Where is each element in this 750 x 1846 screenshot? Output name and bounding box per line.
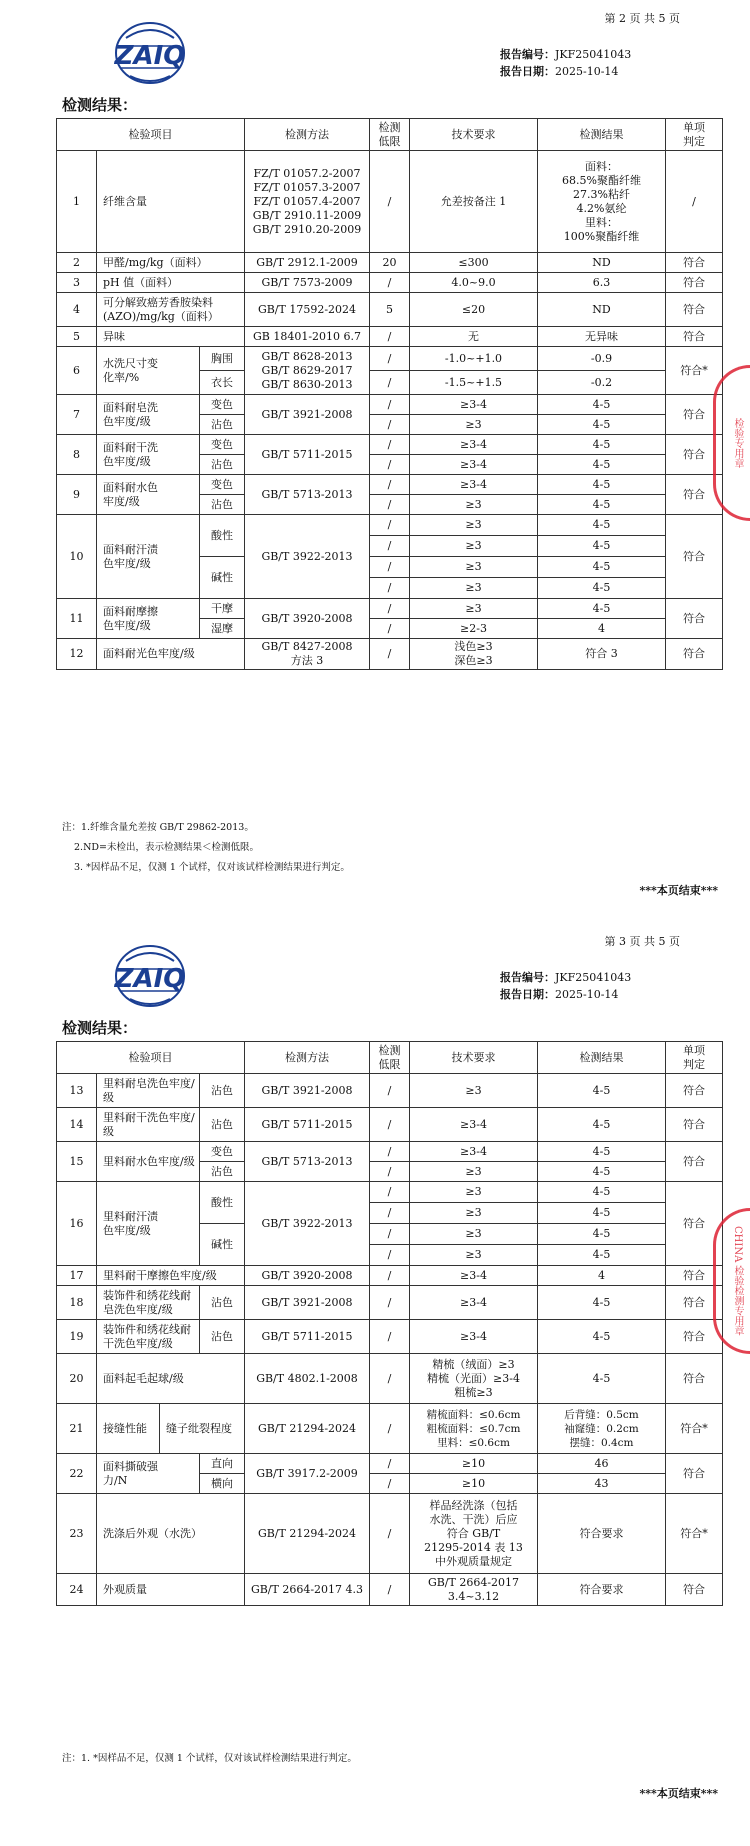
header-limit: 检测 低限 bbox=[370, 1042, 410, 1074]
row-number: 12 bbox=[57, 639, 97, 670]
section-title: 检测结果： bbox=[62, 1019, 138, 1037]
row-limit: / bbox=[370, 1142, 410, 1162]
row-method: GB/T 3921-2008 bbox=[245, 1074, 370, 1108]
report-no: JKF25041043 bbox=[555, 48, 632, 61]
row-limit: / bbox=[370, 1224, 410, 1245]
row-number: 19 bbox=[57, 1320, 97, 1354]
row-result: 4-5 bbox=[538, 515, 666, 536]
header-method: 检测方法 bbox=[245, 1042, 370, 1074]
row-number: 3 bbox=[57, 273, 97, 293]
row-number: 10 bbox=[57, 515, 97, 599]
row-number: 9 bbox=[57, 475, 97, 515]
row-result: 6.3 bbox=[538, 273, 666, 293]
row-number: 16 bbox=[57, 1182, 97, 1266]
header-requirement: 技术要求 bbox=[410, 119, 538, 151]
table-row bbox=[57, 253, 723, 273]
row-subitem: 沾色 bbox=[200, 455, 245, 475]
row-requirement: ≥3-4 bbox=[410, 395, 538, 415]
row-method: GB/T 3921-2008 bbox=[245, 395, 370, 435]
row-result: 43 bbox=[538, 1474, 666, 1494]
row-limit: / bbox=[370, 273, 410, 293]
row-item: 水洗尺寸变 化率/% bbox=[97, 347, 200, 395]
note-line: 注：1. *因样品不足，仅测 1 个试样，仅对该试样检测结果进行判定。 bbox=[62, 1753, 357, 1764]
row-number: 4 bbox=[57, 293, 97, 327]
row-verdict: 符合* bbox=[666, 1404, 723, 1454]
row-number: 1 bbox=[57, 151, 97, 253]
row-verdict: / bbox=[666, 151, 723, 253]
row-verdict: 符合 bbox=[666, 253, 723, 273]
row-verdict: 符合 bbox=[666, 435, 723, 475]
row-verdict: 符合 bbox=[666, 639, 723, 670]
row-verdict: 符合 bbox=[666, 1574, 723, 1606]
row-method: GB/T 5713-2013 bbox=[245, 1142, 370, 1182]
header-verdict: 单项 判定 bbox=[666, 119, 723, 151]
table-header-row bbox=[57, 119, 723, 151]
row-requirement: ≥3 bbox=[410, 1182, 538, 1203]
row-result: 4-5 bbox=[538, 1286, 666, 1320]
results-table bbox=[56, 1041, 723, 1606]
notes bbox=[62, 1749, 357, 1769]
row-limit: 5 bbox=[370, 293, 410, 327]
row-result: 4 bbox=[538, 1266, 666, 1286]
row-limit: / bbox=[370, 455, 410, 475]
row-number: 15 bbox=[57, 1142, 97, 1182]
row-verdict: 符合* bbox=[666, 347, 723, 395]
row-limit: / bbox=[370, 1266, 410, 1286]
table-row bbox=[57, 1074, 723, 1108]
report-date-label: 报告日期： bbox=[500, 988, 555, 1001]
row-limit: / bbox=[370, 578, 410, 599]
row-subitem: 衣长 bbox=[200, 371, 245, 395]
row-limit: 20 bbox=[370, 253, 410, 273]
row-limit: / bbox=[370, 619, 410, 639]
row-limit: / bbox=[370, 1245, 410, 1266]
row-limit: / bbox=[370, 347, 410, 371]
row-requirement: ≥3 bbox=[410, 599, 538, 619]
row-limit: / bbox=[370, 1404, 410, 1454]
table-row bbox=[57, 1142, 723, 1162]
row-limit: / bbox=[370, 515, 410, 536]
logo-text: ZAIQ bbox=[114, 964, 186, 994]
row-requirement: 无 bbox=[410, 327, 538, 347]
row-requirement: ≤300 bbox=[410, 253, 538, 273]
table-row bbox=[57, 1320, 723, 1354]
row-subgroup: 酸性 bbox=[200, 515, 245, 557]
row-result: 4-5 bbox=[538, 1224, 666, 1245]
row-requirement: ≥3-4 bbox=[410, 455, 538, 475]
row-requirement: ≥3 bbox=[410, 557, 538, 578]
row-method: GB/T 8427-2008 方法 3 bbox=[245, 639, 370, 670]
row-item: 装饰件和绣花线耐 皂洗色牢度/级 bbox=[97, 1286, 200, 1320]
page-number: 第 2 页 共 5 页 bbox=[604, 12, 680, 25]
row-verdict: 符合 bbox=[666, 1454, 723, 1494]
table-row bbox=[57, 1404, 723, 1454]
page-number: 第 3 页 共 5 页 bbox=[604, 935, 680, 948]
row-result: 4-5 bbox=[538, 415, 666, 435]
row-method: GB/T 5711-2015 bbox=[245, 1320, 370, 1354]
row-result: 4-5 bbox=[538, 1074, 666, 1108]
row-item: 里料耐干摩擦色牢度/级 bbox=[97, 1266, 245, 1286]
row-limit: / bbox=[370, 1354, 410, 1404]
row-limit: / bbox=[370, 1320, 410, 1354]
row-verdict: 符合 bbox=[666, 327, 723, 347]
row-requirement: ≥3 bbox=[410, 1203, 538, 1224]
row-number: 13 bbox=[57, 1074, 97, 1108]
row-subitem: 缝子纰裂程度 bbox=[160, 1404, 245, 1454]
row-requirement: 精梳（绒面）≥3 精梳（光面）≥3-4 粗梳≥3 bbox=[410, 1354, 538, 1404]
row-subitem: 横向 bbox=[200, 1474, 245, 1494]
inspection-stamp: CHINA 检验检测专用章 bbox=[713, 1208, 750, 1354]
row-requirement: ≥3 bbox=[410, 1074, 538, 1108]
row-result: 4-5 bbox=[538, 1245, 666, 1266]
table-row bbox=[57, 1286, 723, 1320]
row-result: 4-5 bbox=[538, 557, 666, 578]
zaiq-logo bbox=[90, 20, 210, 86]
row-limit: / bbox=[370, 415, 410, 435]
row-verdict: 符合 bbox=[666, 1074, 723, 1108]
row-limit: / bbox=[370, 327, 410, 347]
row-limit: / bbox=[370, 1182, 410, 1203]
row-requirement: GB/T 2664-2017 3.4~3.12 bbox=[410, 1574, 538, 1606]
row-item: 里料耐皂洗色牢度/ 级 bbox=[97, 1074, 200, 1108]
row-method: GB/T 3922-2013 bbox=[245, 515, 370, 599]
row-result: -0.2 bbox=[538, 371, 666, 395]
row-number: 7 bbox=[57, 395, 97, 435]
section-title: 检测结果： bbox=[62, 96, 138, 114]
row-result: 4-5 bbox=[538, 395, 666, 415]
row-limit: / bbox=[370, 395, 410, 415]
row-result: 4-5 bbox=[538, 1320, 666, 1354]
row-result: 4-5 bbox=[538, 1182, 666, 1203]
row-verdict: 符合 bbox=[666, 1108, 723, 1142]
row-method: GB/T 4802.1-2008 bbox=[245, 1354, 370, 1404]
table-row bbox=[57, 151, 723, 253]
row-number: 11 bbox=[57, 599, 97, 639]
row-requirement: ≥3-4 bbox=[410, 1320, 538, 1354]
table-row bbox=[57, 273, 723, 293]
row-number: 8 bbox=[57, 435, 97, 475]
row-requirement: ≥3 bbox=[410, 536, 538, 557]
header-limit: 检测 低限 bbox=[370, 119, 410, 151]
row-subitem: 变色 bbox=[200, 395, 245, 415]
row-limit: / bbox=[370, 599, 410, 619]
row-requirement: ≥3 bbox=[410, 495, 538, 515]
report-page-3 bbox=[0, 923, 750, 1846]
row-result: ND bbox=[538, 293, 666, 327]
row-subitem: 变色 bbox=[200, 435, 245, 455]
row-subitem: 沾色 bbox=[200, 415, 245, 435]
row-method: GB/T 2912.1-2009 bbox=[245, 253, 370, 273]
row-requirement: 4.0~9.0 bbox=[410, 273, 538, 293]
table-row bbox=[57, 1454, 723, 1474]
row-result: 面料： 68.5%聚酯纤维 27.3%粘纤 4.2%氨纶 里料： 100%聚酯纤维 bbox=[538, 151, 666, 253]
row-result: 4-5 bbox=[538, 435, 666, 455]
row-item: 接缝性能 bbox=[97, 1404, 160, 1454]
header-item: 检验项目 bbox=[57, 119, 245, 151]
row-requirement: ≥3 bbox=[410, 1224, 538, 1245]
table-row bbox=[57, 435, 723, 455]
row-result: 4 bbox=[538, 619, 666, 639]
row-result: 4-5 bbox=[538, 1354, 666, 1404]
row-requirement: ≥3-4 bbox=[410, 475, 538, 495]
row-result: ND bbox=[538, 253, 666, 273]
row-limit: / bbox=[370, 1494, 410, 1574]
row-limit: / bbox=[370, 495, 410, 515]
row-limit: / bbox=[370, 1108, 410, 1142]
row-number: 2 bbox=[57, 253, 97, 273]
row-method: GB/T 21294-2024 bbox=[245, 1494, 370, 1574]
row-method: GB/T 21294-2024 bbox=[245, 1404, 370, 1454]
row-method: GB/T 3922-2013 bbox=[245, 1182, 370, 1266]
page-end-marker: ***本页结束*** bbox=[639, 884, 718, 897]
table-row bbox=[57, 1494, 723, 1574]
row-subitem: 变色 bbox=[200, 475, 245, 495]
header-item: 检验项目 bbox=[57, 1042, 245, 1074]
header-result: 检测结果 bbox=[538, 119, 666, 151]
row-method: GB/T 5711-2015 bbox=[245, 1108, 370, 1142]
row-limit: / bbox=[370, 639, 410, 670]
table-row bbox=[57, 1266, 723, 1286]
row-result: 符合 3 bbox=[538, 639, 666, 670]
row-method: GB/T 3921-2008 bbox=[245, 1286, 370, 1320]
row-method: GB/T 7573-2009 bbox=[245, 273, 370, 293]
row-requirement: ≥3-4 bbox=[410, 1142, 538, 1162]
report-date: 2025-10-14 bbox=[555, 988, 619, 1001]
row-result: 4-5 bbox=[538, 1142, 666, 1162]
notes bbox=[62, 818, 350, 878]
row-verdict: 符合* bbox=[666, 1494, 723, 1574]
row-item: 里料耐汗渍 色牢度/级 bbox=[97, 1182, 200, 1266]
row-verdict: 符合 bbox=[666, 1182, 723, 1266]
row-number: 14 bbox=[57, 1108, 97, 1142]
row-subitem: 湿摩 bbox=[200, 619, 245, 639]
row-item: 面料耐皂洗 色牢度/级 bbox=[97, 395, 200, 435]
note-line: 注：1.纤维含量允差按 GB/T 29862-2013。 bbox=[62, 822, 254, 833]
row-requirement: ≥3-4 bbox=[410, 1108, 538, 1142]
row-limit: / bbox=[370, 536, 410, 557]
row-method: GB/T 3920-2008 bbox=[245, 599, 370, 639]
row-limit: / bbox=[370, 1074, 410, 1108]
row-subitem: 干摩 bbox=[200, 599, 245, 619]
header-verdict: 单项 判定 bbox=[666, 1042, 723, 1074]
row-subgroup: 碱性 bbox=[200, 557, 245, 599]
table-row bbox=[57, 475, 723, 495]
row-subgroup: 酸性 bbox=[200, 1182, 245, 1224]
row-number: 5 bbox=[57, 327, 97, 347]
row-requirement: 浅色≥3 深色≥3 bbox=[410, 639, 538, 670]
row-item: 面料耐摩擦 色牢度/级 bbox=[97, 599, 200, 639]
note-line: 3. *因样品不足，仅测 1 个试样，仅对该试样检测结果进行判定。 bbox=[74, 862, 350, 873]
row-verdict: 符合 bbox=[666, 1286, 723, 1320]
row-result: 46 bbox=[538, 1454, 666, 1474]
row-limit: / bbox=[370, 1474, 410, 1494]
row-method: GB/T 17592-2024 bbox=[245, 293, 370, 327]
table-row bbox=[57, 599, 723, 619]
row-limit: / bbox=[370, 1203, 410, 1224]
table-header-row bbox=[57, 1042, 723, 1074]
row-result: 4-5 bbox=[538, 475, 666, 495]
row-item: 异味 bbox=[97, 327, 245, 347]
row-requirement: ≥3 bbox=[410, 515, 538, 536]
row-item: 里料耐干洗色牢度/ 级 bbox=[97, 1108, 200, 1142]
note-line: 2.ND=未检出，表示检测结果＜检测低限。 bbox=[74, 842, 259, 853]
row-subitem: 沾色 bbox=[200, 1320, 245, 1354]
row-method: GB/T 3920-2008 bbox=[245, 1266, 370, 1286]
row-subitem: 直向 bbox=[200, 1454, 245, 1474]
row-requirement: ≥3-4 bbox=[410, 1266, 538, 1286]
row-result: 4-5 bbox=[538, 1108, 666, 1142]
row-result: 4-5 bbox=[538, 578, 666, 599]
row-item: 里料耐水色牢度/级 bbox=[97, 1142, 200, 1182]
row-number: 6 bbox=[57, 347, 97, 395]
row-result: 4-5 bbox=[538, 1162, 666, 1182]
inspection-stamp: 检验专用章 bbox=[713, 365, 750, 521]
row-verdict: 符合 bbox=[666, 273, 723, 293]
row-limit: / bbox=[370, 1162, 410, 1182]
row-requirement: ≥3-4 bbox=[410, 1286, 538, 1320]
table-row bbox=[57, 327, 723, 347]
row-requirement: 精梳面料：≤0.6cm 粗梳面料：≤0.7cm 里料：≤0.6cm bbox=[410, 1404, 538, 1454]
row-item: 洗涤后外观（水洗） bbox=[97, 1494, 245, 1574]
row-requirement: 样品经洗涤（包括 水洗、干洗）后应 符合 GB/T 21295-2014 表 13 中外观质量规定 bbox=[410, 1494, 538, 1574]
row-subitem: 沾色 bbox=[200, 495, 245, 515]
row-result: 4-5 bbox=[538, 1203, 666, 1224]
report-meta bbox=[500, 969, 631, 1003]
row-requirement: ≥3 bbox=[410, 1245, 538, 1266]
row-subitem: 沾色 bbox=[200, 1286, 245, 1320]
row-requirement: ≥10 bbox=[410, 1454, 538, 1474]
header-result: 检测结果 bbox=[538, 1042, 666, 1074]
table-row bbox=[57, 395, 723, 415]
results-table bbox=[56, 118, 723, 670]
row-method: GB/T 2664-2017 4.3 bbox=[245, 1574, 370, 1606]
row-limit: / bbox=[370, 475, 410, 495]
row-requirement: ≥3-4 bbox=[410, 435, 538, 455]
table-row bbox=[57, 1108, 723, 1142]
row-number: 18 bbox=[57, 1286, 97, 1320]
table-row bbox=[57, 1182, 723, 1203]
row-item: 面料耐光色牢度/级 bbox=[97, 639, 245, 670]
row-result: 4-5 bbox=[538, 455, 666, 475]
row-requirement: ≥10 bbox=[410, 1474, 538, 1494]
report-date-label: 报告日期： bbox=[500, 65, 555, 78]
row-limit: / bbox=[370, 371, 410, 395]
row-method: GB 18401-2010 6.7 bbox=[245, 327, 370, 347]
row-subgroup: 碱性 bbox=[200, 1224, 245, 1266]
row-result: 4-5 bbox=[538, 599, 666, 619]
row-result: 后背缝：0.5cm 袖窿缝：0.2cm 摆缝：0.4cm bbox=[538, 1404, 666, 1454]
row-method: FZ/T 01057.2-2007 FZ/T 01057.3-2007 FZ/T 01057.4-2007 GB/T 2910.11-2009 GB/T 2910.20-2009 bbox=[245, 151, 370, 253]
row-result: -0.9 bbox=[538, 347, 666, 371]
row-verdict: 符合 bbox=[666, 1266, 723, 1286]
row-requirement: ≥2-3 bbox=[410, 619, 538, 639]
header-method: 检测方法 bbox=[245, 119, 370, 151]
row-number: 21 bbox=[57, 1404, 97, 1454]
row-number: 22 bbox=[57, 1454, 97, 1494]
row-subitem: 沾色 bbox=[200, 1108, 245, 1142]
table-row bbox=[57, 1354, 723, 1404]
row-requirement: -1.0~+1.0 bbox=[410, 347, 538, 371]
row-item: 面料耐汗渍 色牢度/级 bbox=[97, 515, 200, 599]
row-limit: / bbox=[370, 435, 410, 455]
row-requirement: ≥3 bbox=[410, 578, 538, 599]
row-verdict: 符合 bbox=[666, 293, 723, 327]
row-item: pH 值（面料） bbox=[97, 273, 245, 293]
row-method: GB/T 5711-2015 bbox=[245, 435, 370, 475]
row-method: GB/T 5713-2013 bbox=[245, 475, 370, 515]
row-verdict: 符合 bbox=[666, 599, 723, 639]
row-requirement: ≥3 bbox=[410, 415, 538, 435]
row-requirement: ≤20 bbox=[410, 293, 538, 327]
row-verdict: 符合 bbox=[666, 395, 723, 435]
row-verdict: 符合 bbox=[666, 1142, 723, 1182]
row-item: 纤维含量 bbox=[97, 151, 245, 253]
row-limit: / bbox=[370, 1454, 410, 1474]
table-row bbox=[57, 347, 723, 371]
zaiq-logo bbox=[90, 943, 210, 1009]
table-row bbox=[57, 515, 723, 536]
row-subitem: 变色 bbox=[200, 1142, 245, 1162]
row-verdict: 符合 bbox=[666, 1354, 723, 1404]
row-method: GB/T 8628-2013 GB/T 8629-2017 GB/T 8630-2013 bbox=[245, 347, 370, 395]
report-no-label: 报告编号： bbox=[500, 971, 555, 984]
row-requirement: 允差按备注 1 bbox=[410, 151, 538, 253]
row-limit: / bbox=[370, 1574, 410, 1606]
row-limit: / bbox=[370, 151, 410, 253]
row-result: 4-5 bbox=[538, 536, 666, 557]
row-subitem: 胸围 bbox=[200, 347, 245, 371]
row-number: 24 bbox=[57, 1574, 97, 1606]
row-number: 17 bbox=[57, 1266, 97, 1286]
row-item: 可分解致癌芳香胺染料 (AZO)/mg/kg（面料） bbox=[97, 293, 245, 327]
row-item: 面料耐水色 牢度/级 bbox=[97, 475, 200, 515]
row-requirement: -1.5~+1.5 bbox=[410, 371, 538, 395]
row-number: 23 bbox=[57, 1494, 97, 1574]
page-end-marker: ***本页结束*** bbox=[639, 1787, 718, 1800]
report-meta bbox=[500, 46, 631, 80]
report-no-label: 报告编号： bbox=[500, 48, 555, 61]
logo-text: ZAIQ bbox=[114, 41, 186, 71]
row-item: 甲醛/mg/kg（面料） bbox=[97, 253, 245, 273]
row-method: GB/T 3917.2-2009 bbox=[245, 1454, 370, 1494]
row-verdict: 符合 bbox=[666, 475, 723, 515]
row-subitem: 沾色 bbox=[200, 1074, 245, 1108]
header-requirement: 技术要求 bbox=[410, 1042, 538, 1074]
row-result: 符合要求 bbox=[538, 1574, 666, 1606]
report-date: 2025-10-14 bbox=[555, 65, 619, 78]
row-item: 面料耐干洗 色牢度/级 bbox=[97, 435, 200, 475]
table-row bbox=[57, 1574, 723, 1606]
row-result: 无异味 bbox=[538, 327, 666, 347]
report-no: JKF25041043 bbox=[555, 971, 632, 984]
row-subitem: 沾色 bbox=[200, 1162, 245, 1182]
row-requirement: ≥3 bbox=[410, 1162, 538, 1182]
row-limit: / bbox=[370, 557, 410, 578]
row-item: 面料起毛起球/级 bbox=[97, 1354, 245, 1404]
table-row bbox=[57, 293, 723, 327]
row-result: 4-5 bbox=[538, 495, 666, 515]
row-verdict: 符合 bbox=[666, 515, 723, 599]
table-row bbox=[57, 639, 723, 670]
row-number: 20 bbox=[57, 1354, 97, 1404]
row-item: 装饰件和绣花线耐 干洗色牢度/级 bbox=[97, 1320, 200, 1354]
row-result: 符合要求 bbox=[538, 1494, 666, 1574]
row-verdict: 符合 bbox=[666, 1320, 723, 1354]
row-limit: / bbox=[370, 1286, 410, 1320]
row-item: 外观质量 bbox=[97, 1574, 245, 1606]
row-item: 面料撕破强 力/N bbox=[97, 1454, 200, 1494]
